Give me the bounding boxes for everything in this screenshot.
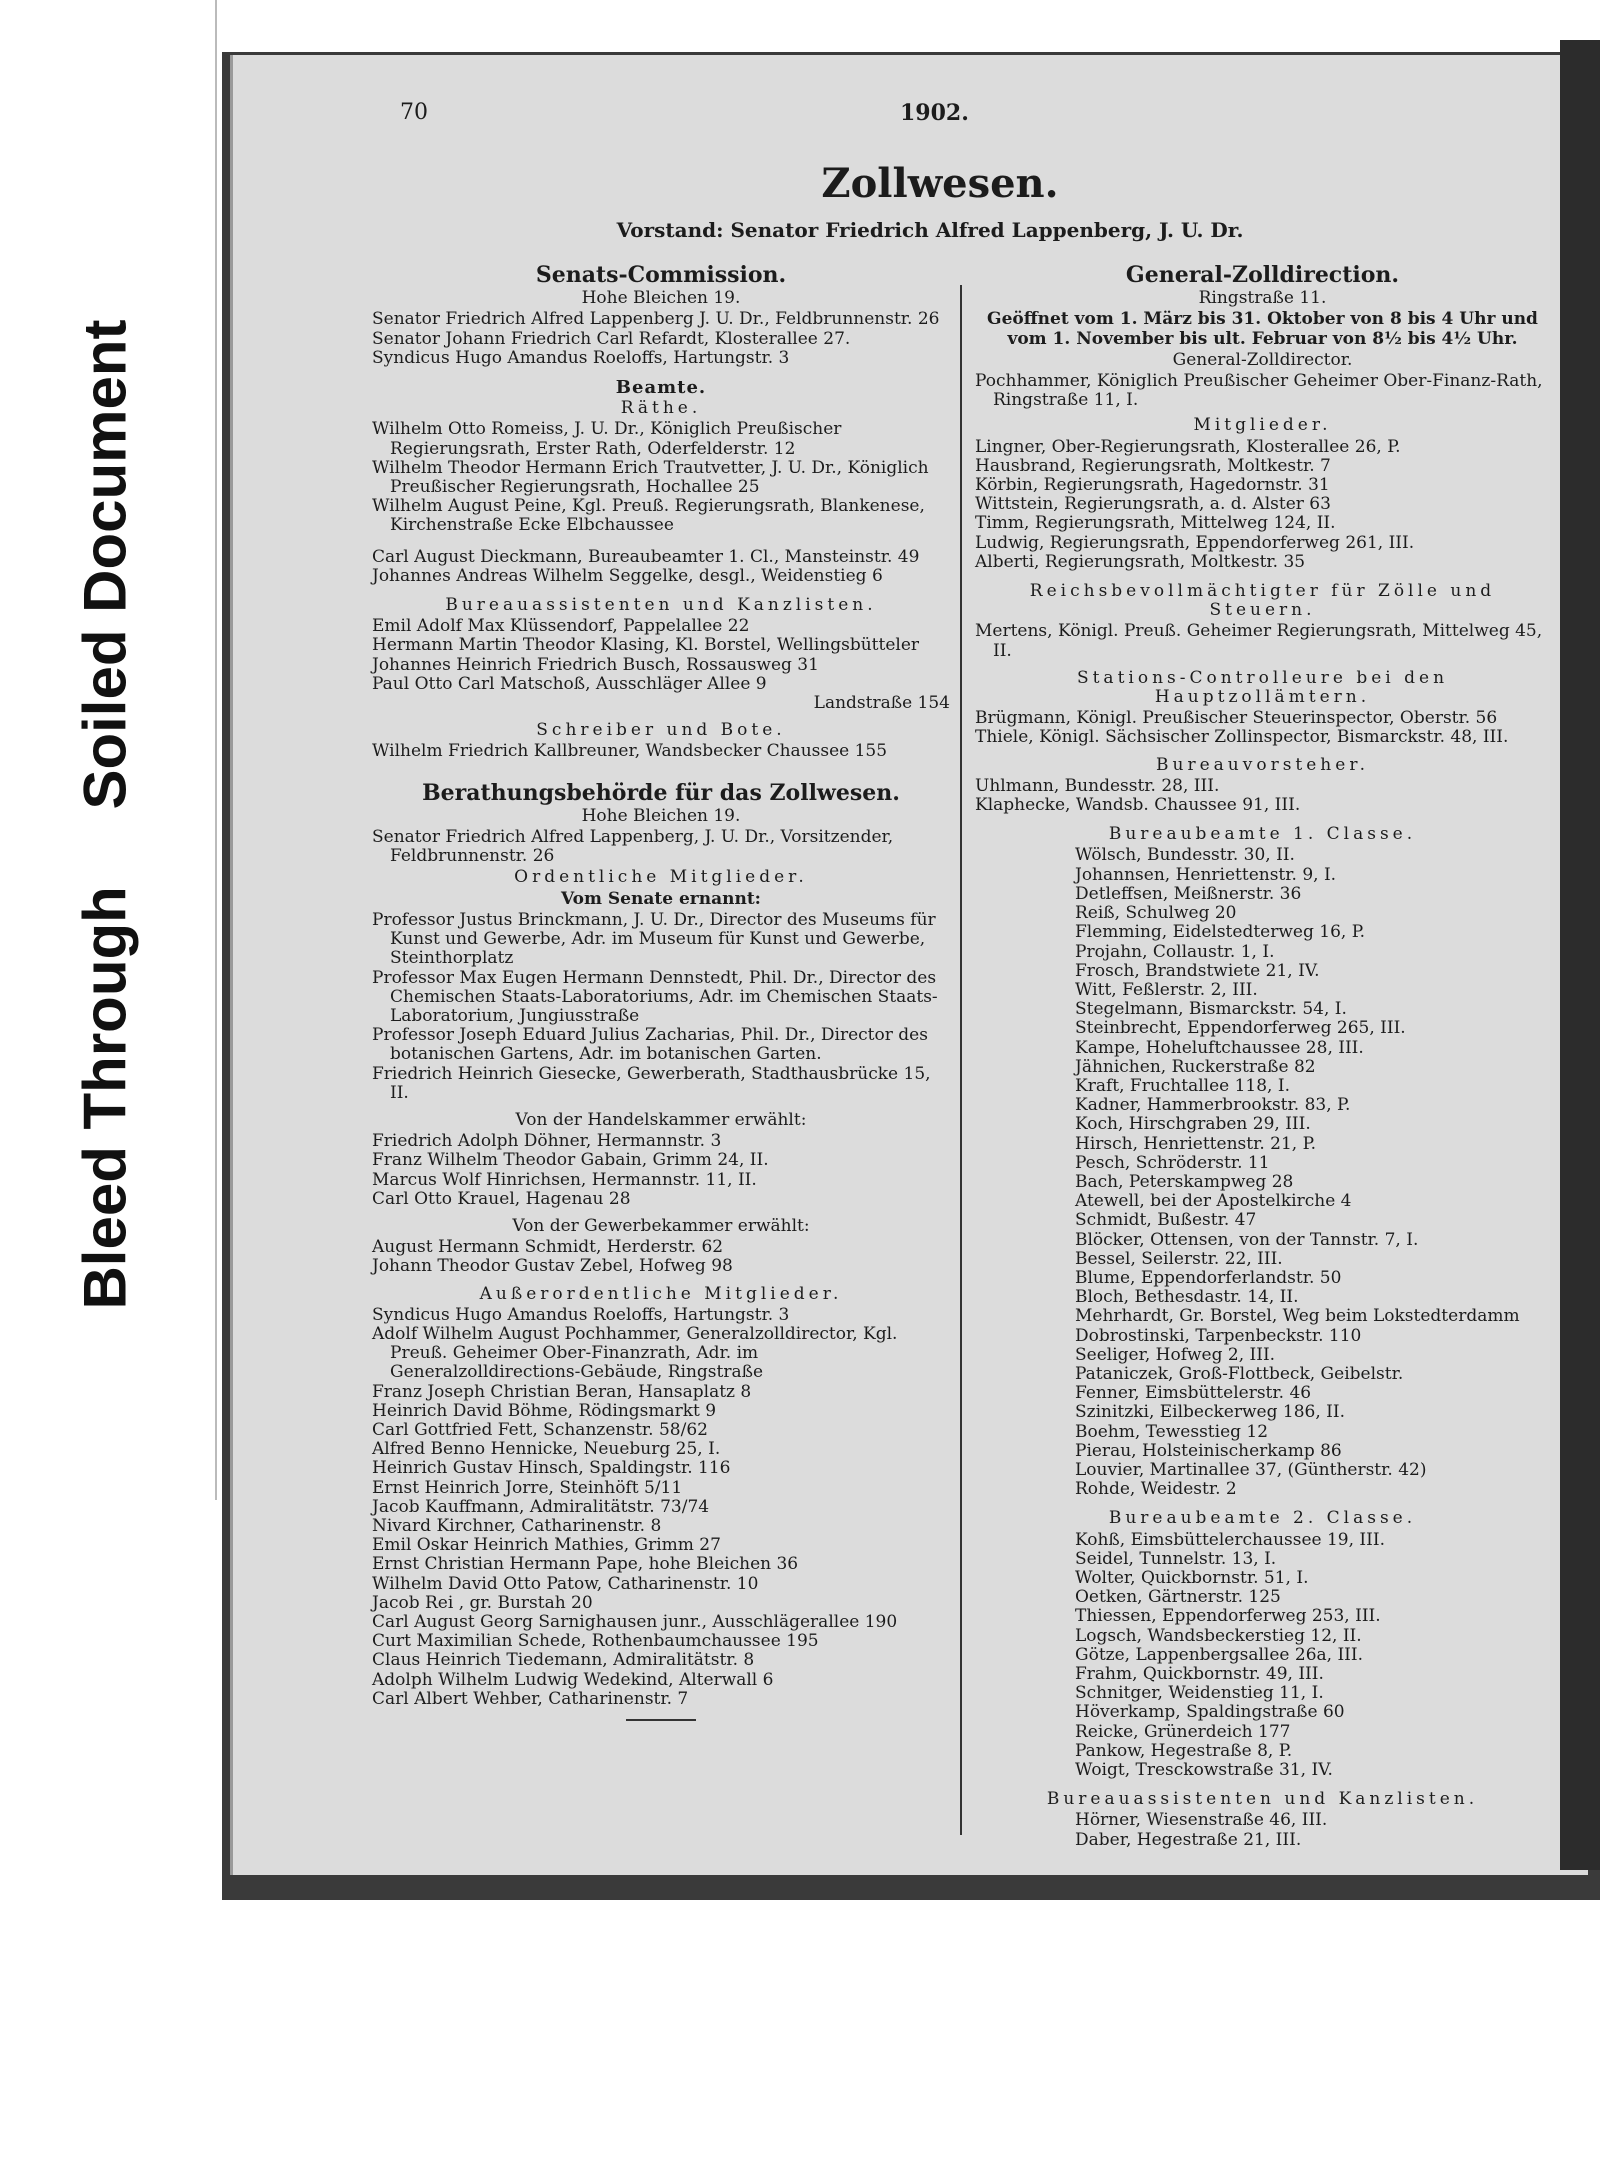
list-item: Johannsen, Henriettenstr. 9, I.: [1075, 864, 1337, 885]
assist2-heading: Bureauassistenten und Kanzlisten.: [1046, 1789, 1479, 1810]
list-item: Emil Adolf Max Klüssendorf, Pappelallee 22: [372, 616, 750, 637]
list-item: Alfred Benno Hennicke, Neueburg 25, I.: [372, 1439, 721, 1460]
schreiber-list: [372, 742, 950, 761]
list-item: Heinrich David Böhme, Rödingsmarkt 9: [372, 1400, 717, 1421]
list-item: Paul Otto Carl Matschoß, Ausschläger Allee 9: [372, 673, 767, 694]
list-item: Woigt, Tresckowstraße 31, IV.: [1075, 1760, 1333, 1781]
list-item: Klaphecke, Wandsb. Chaussee 91, III.: [975, 795, 1301, 816]
senat-address: Hohe Bleichen 19.: [581, 288, 741, 309]
berath-address: Hohe Bleichen 19.: [581, 805, 741, 826]
ord-list: [372, 911, 950, 1103]
list-item: Seeliger, Hofweg 2, III.: [1075, 1344, 1276, 1365]
beamte1-list: [975, 846, 1550, 1499]
list-item: Schmidt, Bußestr. 47: [1075, 1210, 1257, 1231]
ausser-heading: Außerordentliche Mitglieder.: [479, 1283, 843, 1304]
list-item: Kohß, Eimsbüttelerchaussee 19, III.: [1075, 1529, 1385, 1550]
senat-list: [372, 310, 950, 368]
page-year: 1902.: [900, 100, 969, 126]
vorsteher-heading: Bureauvorsteher.: [1156, 754, 1369, 775]
list-item: Nivard Kirchner, Catharinenstr. 8: [372, 1515, 662, 1536]
list-item: Wilhelm Otto Romeiss, J. U. Dr., Königlich Preußischer Regierungsrath, Erster Rath, Oderfelderstr. 12: [372, 419, 842, 459]
gen-address: Ringstraße 11.: [1198, 288, 1327, 309]
list-item: Mertens, Königl. Preuß. Geheimer Regierungsrath, Mittelweg 45, II.: [975, 621, 1543, 661]
list-item: Pesch, Schröderstr. 11: [1075, 1152, 1270, 1173]
list-item: Pataniczek, Groß-Flottbeck, Geibelstr.: [1075, 1363, 1404, 1384]
list-item: Körbin, Regierungsrath, Hagedornstr. 31: [975, 475, 1330, 496]
list-item: Franz Wilhelm Theodor Gabain, Grimm 24, II.: [372, 1150, 769, 1171]
list-item: Hörner, Wiesenstraße 46, III.: [1075, 1810, 1328, 1831]
list-item: Heinrich Gustav Hinsch, Spaldingstr. 116: [372, 1458, 731, 1479]
list-item: Frosch, Brandstwiete 21, IV.: [1075, 960, 1320, 981]
page-number: 70: [400, 100, 428, 125]
gewerbe-list: [372, 1238, 950, 1276]
vorstand-line: Vorstand: Senator Friedrich Alfred Lappenberg, J. U. Dr.: [616, 218, 1244, 242]
list-item: Seidel, Tunnelstr. 13, I.: [1075, 1548, 1277, 1569]
list-item: Rohde, Weidestr. 2: [1075, 1479, 1237, 1500]
list-item: Hermann Martin Theodor Klasing, Kl. Borstel, Wellingsbütteler: [372, 635, 920, 656]
list-item: Johannes Andreas Wilhelm Seggelke, desgl., Weidenstieg 6: [372, 565, 883, 586]
stations-list: [975, 709, 1550, 747]
list-item: Wölsch, Bundesstr. 30, II.: [1075, 845, 1295, 866]
list-item: Jacob Kauffmann, Admiralitätstr. 73/74: [372, 1496, 710, 1517]
list-item: Wilhelm Theodor Hermann Erich Trautvetter, J. U. Dr., Königlich Preußischer Regierungsrath, Hochallee 25: [372, 457, 929, 498]
list-item: Logsch, Wandsbeckerstieg 12, II.: [1075, 1625, 1362, 1646]
bureau-list: [372, 548, 950, 586]
list-item: Carl Gottfried Fett, Schanzenstr. 58/62: [372, 1419, 708, 1440]
list-item: Höverkamp, Spaldingstraße 60: [1075, 1702, 1345, 1723]
list-item: Götze, Lappenbergsallee 26a, III.: [1075, 1644, 1364, 1665]
ord-heading: Ordentliche Mitglieder.: [514, 867, 808, 888]
list-item: Daber, Hegestraße 21, III.: [1075, 1829, 1302, 1850]
right-column: [975, 260, 1550, 1850]
assist-tail: Landstraße 154: [813, 693, 950, 714]
list-item: Thiessen, Eppendorferweg 253, III.: [1075, 1606, 1381, 1627]
list-item: Friedrich Heinrich Giesecke, Gewerberath, Stadthausbrücke 15, II.: [372, 1063, 931, 1103]
list-item: Hirsch, Henriettenstr. 21, P.: [1075, 1133, 1316, 1154]
mitglieder-list: [975, 438, 1550, 572]
list-item: Curt Maximilian Schede, Rothenbaumchaussee 195: [372, 1631, 819, 1652]
list-item: Carl August Dieckmann, Bureaubeamter 1. Cl., Mansteinstr. 49: [372, 546, 920, 567]
list-item: Uhlmann, Bundesstr. 28, III.: [975, 775, 1220, 796]
gen-director: Pochhammer, Königlich Preußischer Geheimer Ober-Finanz-Rath, Ringstraße 11, I.: [975, 371, 1543, 411]
list-item: Carl Albert Wehber, Catharinenstr. 7: [372, 1688, 689, 1709]
list-item: Syndicus Hugo Amandus Roeloffs, Hartungstr. 3: [372, 1304, 790, 1325]
list-item: Szinitzki, Eilbeckerweg 186, II.: [1075, 1402, 1345, 1423]
list-item: Steinbrecht, Eppendorferweg 265, III.: [1075, 1018, 1406, 1039]
list-item: Franz Joseph Christian Beran, Hansaplatz 8: [372, 1381, 752, 1402]
list-item: August Hermann Schmidt, Herderstr. 62: [372, 1237, 724, 1258]
list-item: Wilhelm August Peine, Kgl. Preuß. Regierungsrath, Blankenese, Kirchenstraße Ecke Elbchaussee: [372, 496, 925, 536]
assist-heading: Bureauassistenten und Kanzlisten.: [445, 595, 877, 616]
beamte2-list: [975, 1531, 1550, 1781]
bleed-through-label: Bleed Through: [71, 886, 139, 1310]
berath-heading: Berathungsbehörde für das Zollwesen.: [422, 779, 900, 806]
list-item: Projahn, Collaustr. 1, I.: [1075, 941, 1275, 962]
handel-heading: Von der Handelskammer erwählt:: [515, 1109, 807, 1130]
list-item: Professor Max Eugen Hermann Dennstedt, Phil. Dr., Director des Chemischen Staats-Laboratoriums, Adr. im Chemischen Staats-Laboratorium, Jungiusstraße: [372, 967, 938, 1026]
raethe-list: [372, 420, 950, 535]
reichs-list: [975, 622, 1550, 660]
vorsteher-list: [975, 777, 1550, 815]
page-edge: [1560, 40, 1600, 1870]
list-item: Emil Oskar Heinrich Mathies, Grimm 27: [372, 1535, 721, 1556]
beamte-heading: Beamte.: [615, 377, 707, 399]
list-item: Bloch, Bethesdastr. 14, II.: [1075, 1287, 1299, 1308]
list-item: Carl August Georg Sarnighausen junr., Ausschlägerallee 190: [372, 1612, 898, 1632]
list-item: Jacob Rei , gr. Burstah 20: [372, 1592, 593, 1613]
list-item: Detleffsen, Meißnerstr. 36: [1075, 883, 1302, 904]
list-item: Koch, Hirschgraben 29, III.: [1075, 1114, 1311, 1135]
beamte1-heading: Bureaubeamte 1. Classe.: [1108, 824, 1417, 845]
list-item: Claus Heinrich Tiedemann, Admiralitätstr. 8: [372, 1650, 755, 1671]
reichs-heading: Reichsbevollmächtigter für Zölle und Steuern.: [1029, 581, 1496, 621]
list-item: Professor Joseph Eduard Julius Zacharias, Phil. Dr., Director des botanischen Gartens, Adr. im botanischen Garten.: [372, 1025, 928, 1065]
list-item: Witt, Feßlerstr. 2, III.: [1075, 979, 1258, 1000]
list-item: Jähnichen, Ruckerstraße 82: [1075, 1056, 1316, 1077]
list-item: Louvier, Martinallee 37, (Güntherstr. 42): [1075, 1459, 1427, 1480]
list-item: Bessel, Seilerstr. 22, III.: [1075, 1248, 1283, 1269]
list-item: Wilhelm David Otto Patow, Catharinenstr. 10: [372, 1573, 759, 1594]
list-item: Timm, Regierungsrath, Mittelweg 124, II.: [975, 513, 1336, 534]
senat-ernannt: Vom Senate ernannt:: [561, 888, 761, 909]
page-title: Zollwesen.: [821, 160, 1059, 207]
list-item: Kraft, Fruchtallee 118, I.: [1075, 1075, 1290, 1096]
list-item: Kadner, Hammerbrookstr. 83, P.: [1075, 1095, 1351, 1116]
assist-list: [372, 617, 950, 694]
list-item: Ernst Christian Hermann Pape, hohe Bleichen 36: [372, 1554, 799, 1575]
list-item: Hausbrand, Regierungsrath, Moltkestr. 7: [975, 455, 1331, 476]
berath-chair: Senator Friedrich Alfred Lappenberg, J. U. Dr., Vorsitzender, Feldbrunnenstr. 26: [372, 827, 894, 867]
list-item: Ernst Heinrich Jorre, Steinhöft 5/11: [372, 1477, 683, 1498]
list-item: Senator Friedrich Alfred Lappenberg J. U. Dr., Feldbrunnenstr. 26: [372, 309, 940, 330]
left-column: [372, 260, 950, 1731]
senat-heading: Senats-Commission.: [535, 262, 787, 288]
handel-list: [372, 1132, 950, 1209]
list-item: Flemming, Eidelstedterweg 16, P.: [1075, 922, 1366, 943]
list-item: Johann Theodor Gustav Zebel, Hofweg 98: [372, 1256, 733, 1277]
ausser-list: [372, 1306, 950, 1709]
stations-heading: Stations-Controlleure bei den Hauptzollämtern.: [1076, 667, 1449, 708]
list-item: Friedrich Adolph Döhner, Hermannstr. 3: [372, 1131, 722, 1152]
list-item: Bach, Peterskampweg 28: [1075, 1171, 1294, 1192]
list-item: Wolter, Quickbornstr. 51, I.: [1075, 1568, 1309, 1588]
list-item: Lingner, Ober-Regierungsrath, Klosterallee 26, P.: [975, 436, 1401, 457]
list-item: Carl Otto Krauel, Hagenau 28: [372, 1188, 631, 1209]
list-item: Blöcker, Ottensen, von der Tannstr. 7, I.: [1075, 1229, 1419, 1250]
raethe-heading: Räthe.: [620, 398, 702, 419]
gen-heading: General-Zolldirection.: [1125, 262, 1400, 288]
gen-hours: Geöffnet vom 1. März bis 31. Oktober von 8 bis 4 Uhr und vom 1. November bis ult. Februar von 8½ bis 4½ Uhr.: [987, 309, 1538, 349]
list-item: Johannes Heinrich Friedrich Busch, Rossausweg 31: [372, 654, 819, 675]
gen-director-heading: General-Zolldirector.: [1172, 349, 1353, 370]
schreiber-heading: Schreiber und Bote.: [536, 720, 786, 741]
list-item: Frahm, Quickbornstr. 49, III.: [1075, 1664, 1324, 1685]
side-label-text: [71, 140, 140, 1490]
list-item: Adolf Wilhelm August Pochhammer, Generalzolldirector, Kgl. Preuß. Geheimer Ober-Finanzrath, Adr. im Generalzolldirections-Gebäude, Ringstraße: [372, 1323, 898, 1383]
list-item: Ludwig, Regierungsrath, Eppendorferweg 261, III.: [975, 532, 1415, 553]
gewerbe-heading: Von der Gewerbekammer erwählt:: [512, 1215, 810, 1236]
mitglieder-heading: Mitglieder.: [1193, 415, 1332, 436]
list-item: Boehm, Tewesstieg 12: [1075, 1421, 1269, 1442]
list-item: Pierau, Holsteinischerkamp 86: [1075, 1440, 1342, 1461]
list-item: Stegelmann, Bismarckstr. 54, I.: [1075, 999, 1347, 1020]
column-divider: [960, 285, 962, 1835]
section-end-rule: [626, 1719, 696, 1721]
list-item: Adolph Wilhelm Ludwig Wedekind, Alterwall 6: [372, 1669, 774, 1690]
list-item: Oetken, Gärtnerstr. 125: [1075, 1587, 1281, 1608]
list-item: Fenner, Eimsbüttelerstr. 46: [1075, 1383, 1312, 1404]
assist2-list: [975, 1811, 1550, 1849]
list-item: Marcus Wolf Hinrichsen, Hermannstr. 11, II.: [372, 1169, 757, 1190]
list-item: Pankow, Hegestraße 8, P.: [1075, 1740, 1293, 1761]
list-item: Syndicus Hugo Amandus Roeloffs, Hartungstr. 3: [372, 347, 790, 368]
soiled-document-label: Soiled Document: [71, 319, 139, 810]
list-item: Wilhelm Friedrich Kallbreuner, Wandsbecker Chaussee 155: [372, 741, 888, 762]
list-item: Schnitger, Weidenstieg 11, I.: [1075, 1683, 1324, 1704]
list-item: Mehrhardt, Gr. Borstel, Weg beim Lokstedterdamm: [1075, 1306, 1520, 1327]
list-item: Alberti, Regierungsrath, Moltkestr. 35: [975, 551, 1306, 572]
list-item: Reiß, Schulweg 20: [1075, 903, 1237, 924]
list-item: Kampe, Hoheluftchaussee 28, III.: [1075, 1037, 1364, 1058]
beamte2-heading: Bureaubeamte 2. Classe.: [1108, 1508, 1417, 1529]
list-item: Professor Justus Brinckmann, J. U. Dr., Director des Museums für Kunst und Gewerbe, Adr. im Museum für Kunst und Gewerbe, Steinthorplatz: [372, 909, 936, 969]
list-item: Thiele, Königl. Sächsischer Zollinspector, Bismarckstr. 48, III.: [975, 727, 1509, 748]
list-item: Blume, Eppendorferlandstr. 50: [1075, 1267, 1342, 1288]
list-item: Wittstein, Regierungsrath, a. d. Alster 63: [975, 494, 1331, 515]
list-item: Senator Johann Friedrich Carl Refardt, Klosterallee 27.: [372, 328, 851, 349]
list-item: Brügmann, Königl. Preußischer Steuerinspector, Oberstr. 56: [975, 708, 1498, 729]
list-item: Dobrostinski, Tarpenbeckstr. 110: [1075, 1325, 1362, 1346]
list-item: Atewell, bei der Apostelkirche 4: [1075, 1191, 1352, 1212]
list-item: Reicke, Grünerdeich 177: [1075, 1721, 1291, 1742]
